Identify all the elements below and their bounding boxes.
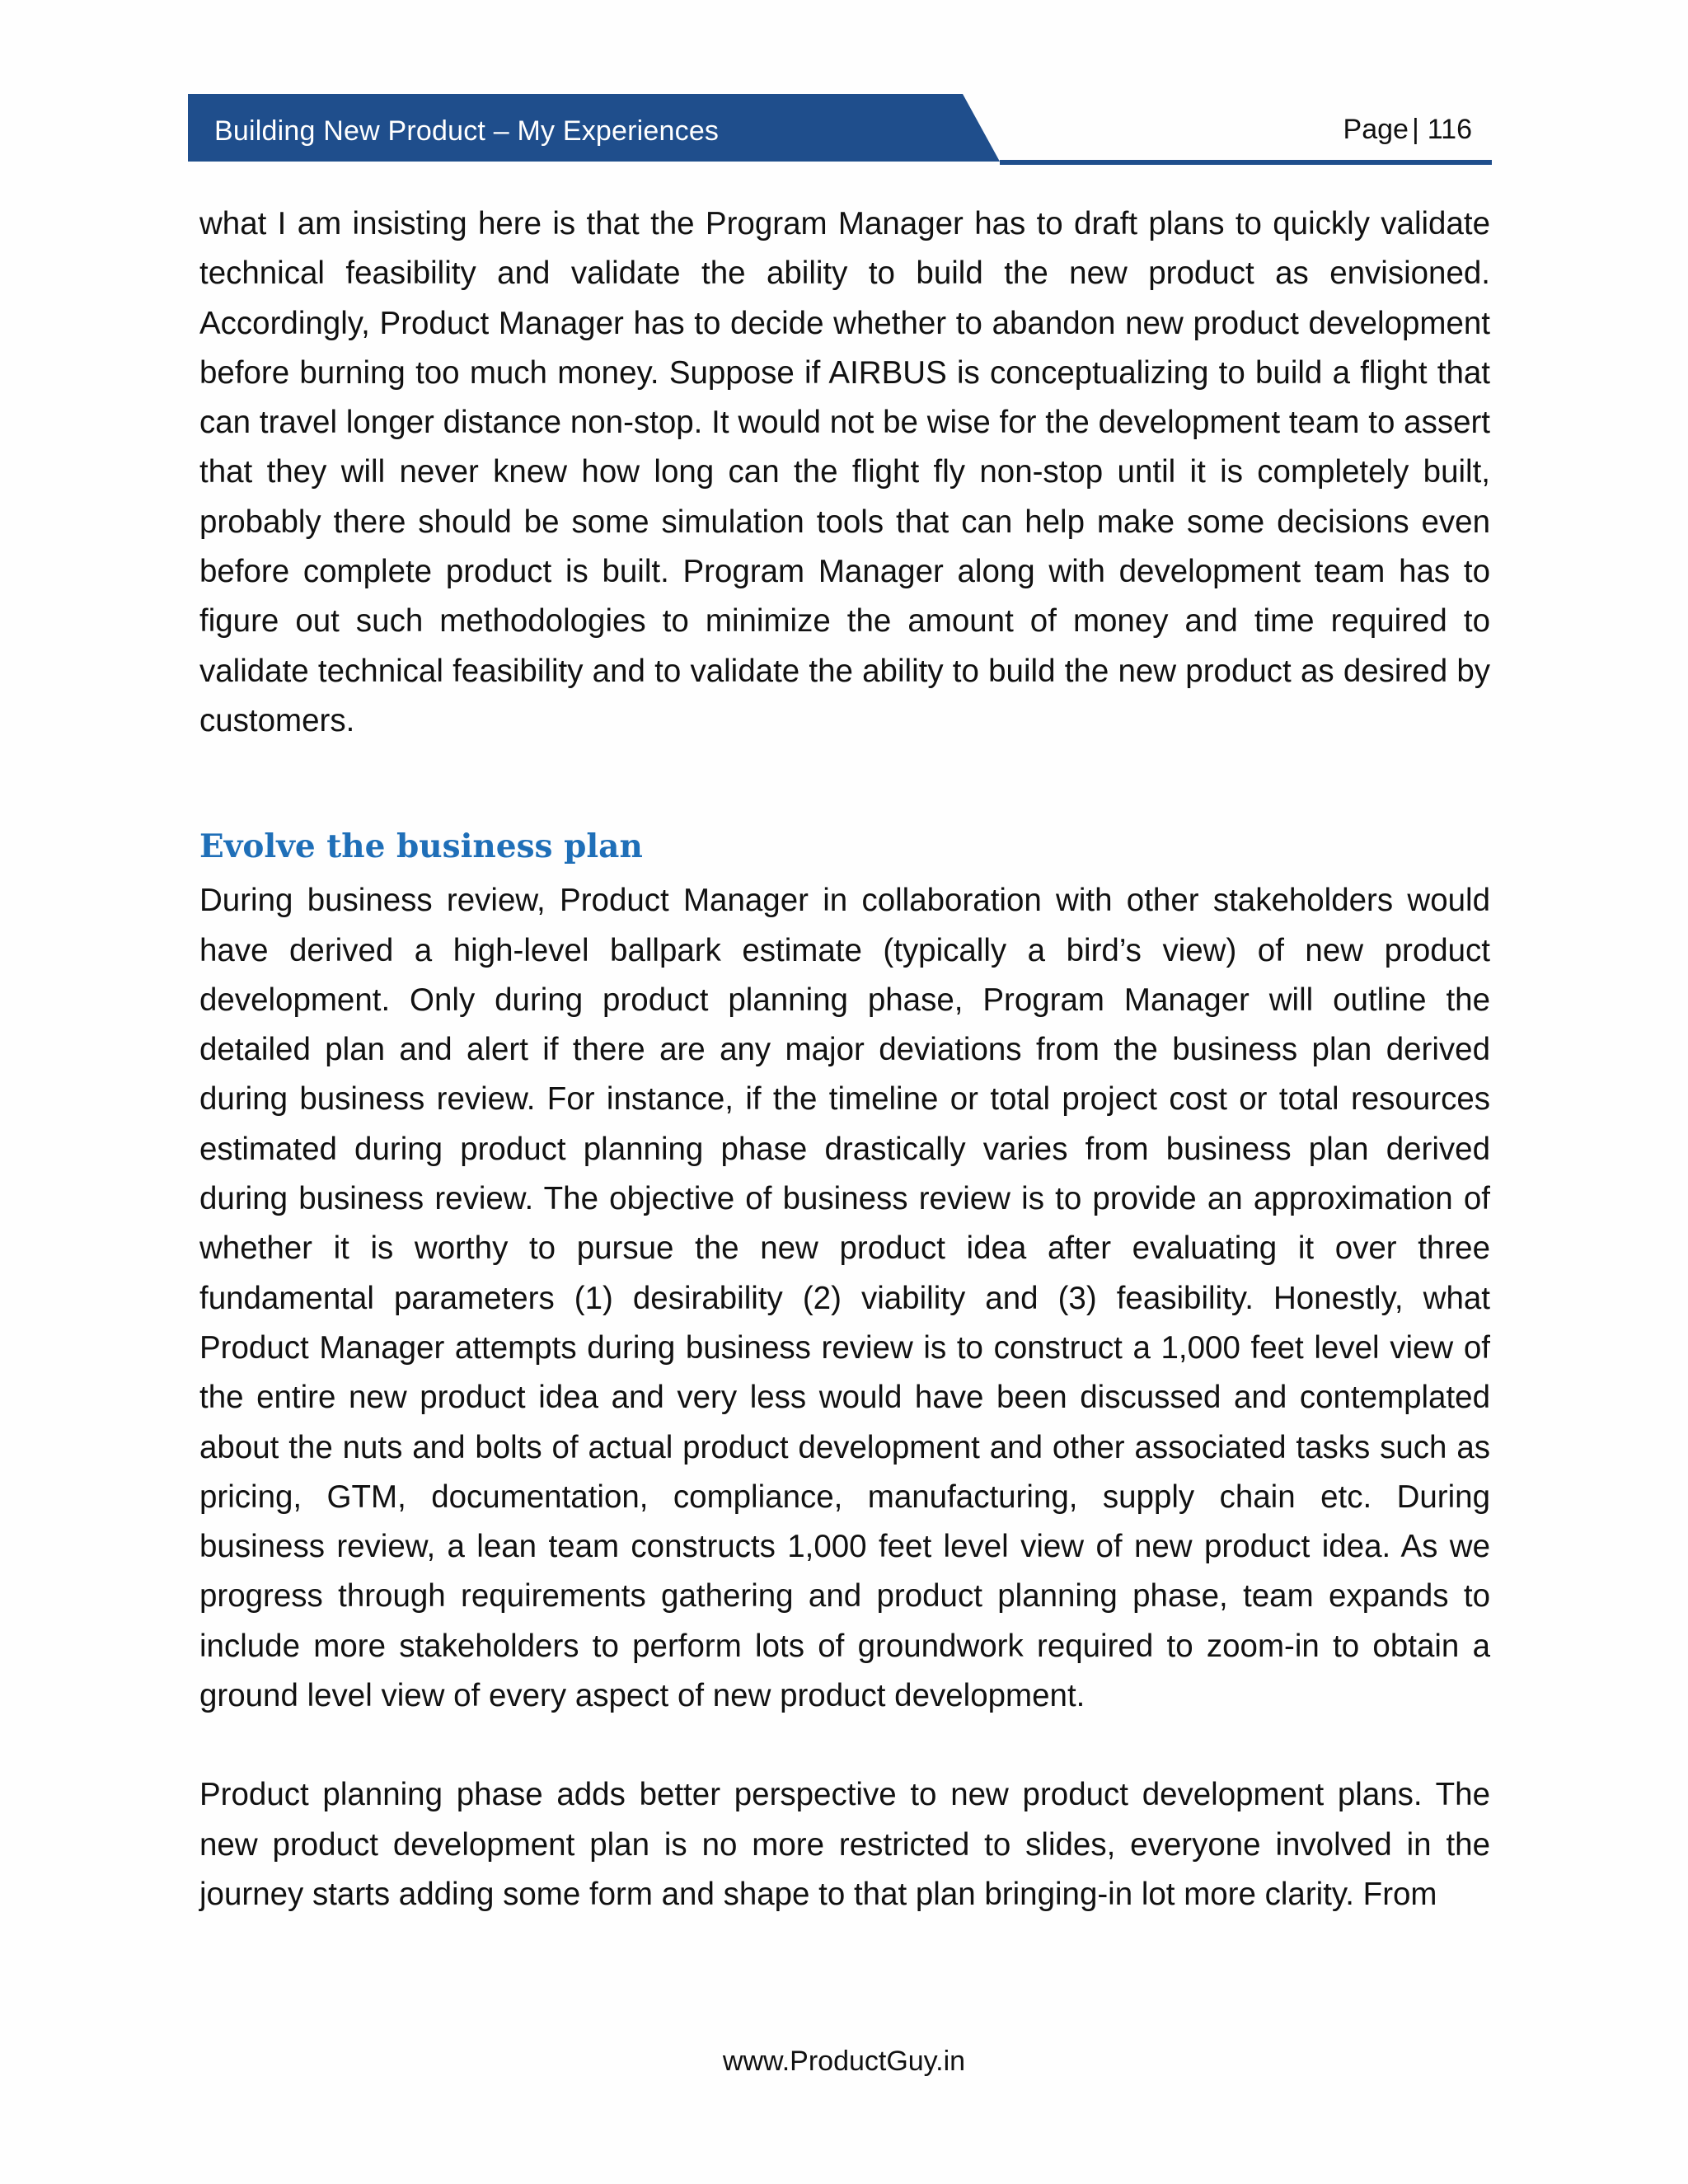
page-body xyxy=(199,199,1490,1919)
page-header xyxy=(188,94,1492,166)
page-number: 116 xyxy=(1427,114,1472,145)
page-prefix: Page xyxy=(1343,114,1409,145)
body-paragraph: During business review, Product Manager in collaboration with other stakeholders would have derived a high-level ballpark estimate (typically a bird’s view) of new product development. Only during product planning phase, Program Manager will outline the detailed plan and alert if there are any major deviations from the business plan derived during business review. For instance, if the timeline or total project cost or total resources estimated during product planning phase drastically varies from business plan derived during business review. The objective of business review is to provide an approximation of whether it is worthy to pursue the new product idea after evaluating it over three fundamental parameters (1) desirability (2) viability and (3) feasibility. Honestly, what Product Manager attempts during business review is to construct a 1,000 feet level view of the entire new product idea and very less would have been discussed and contemplated about the nuts and bolts of actual product development and other associated tasks such as pricing, GTM, documentation, compliance, manufacturing, supply chain etc. During business review, a lean team constructs 1,000 feet level view of new product idea. As we progress through requirements gathering and product planning phase, team expands to include more stakeholders to perform lots of groundwork required to zoom-in to obtain a ground level view of every aspect of new product development. xyxy=(199,883,1490,1714)
section-heading: Evolve the business plan xyxy=(199,827,643,866)
footer-website: www.ProductGuy.in xyxy=(722,2046,966,2077)
page-number-label xyxy=(1343,114,1472,146)
page-separator: | xyxy=(1411,114,1419,145)
running-title: Building New Product – My Experiences xyxy=(214,115,720,147)
body-paragraph: what I am insisting here is that the Program Manager has to draft plans to quickly validate technical feasibility and validate the ability to build the new product as envisioned. Accordingly, Product Manager has to decide whether to abandon new product development before burning too much money. Suppose if AIRBUS is conceptualizing to build a flight that can travel longer distance non-stop. It would not be wise for the development team to assert that they will never knew how long can the flight fly non-stop until it is completely built, probably there should be some simulation tools that can help make some decisions even before complete product is built. Program Manager along with development team has to figure out such methodologies to minimize the amount of money and time required to validate technical feasibility and to validate the ability to build the new product as desired by customers. xyxy=(199,206,1490,738)
body-paragraph: Product planning phase adds better perspective to new product development plans. The new product development plan is no more restricted to slides, everyone involved in the journey starts adding some form and shape to that plan bringing-in lot more clarity. From xyxy=(199,1777,1490,1912)
header-rule xyxy=(1000,160,1492,165)
